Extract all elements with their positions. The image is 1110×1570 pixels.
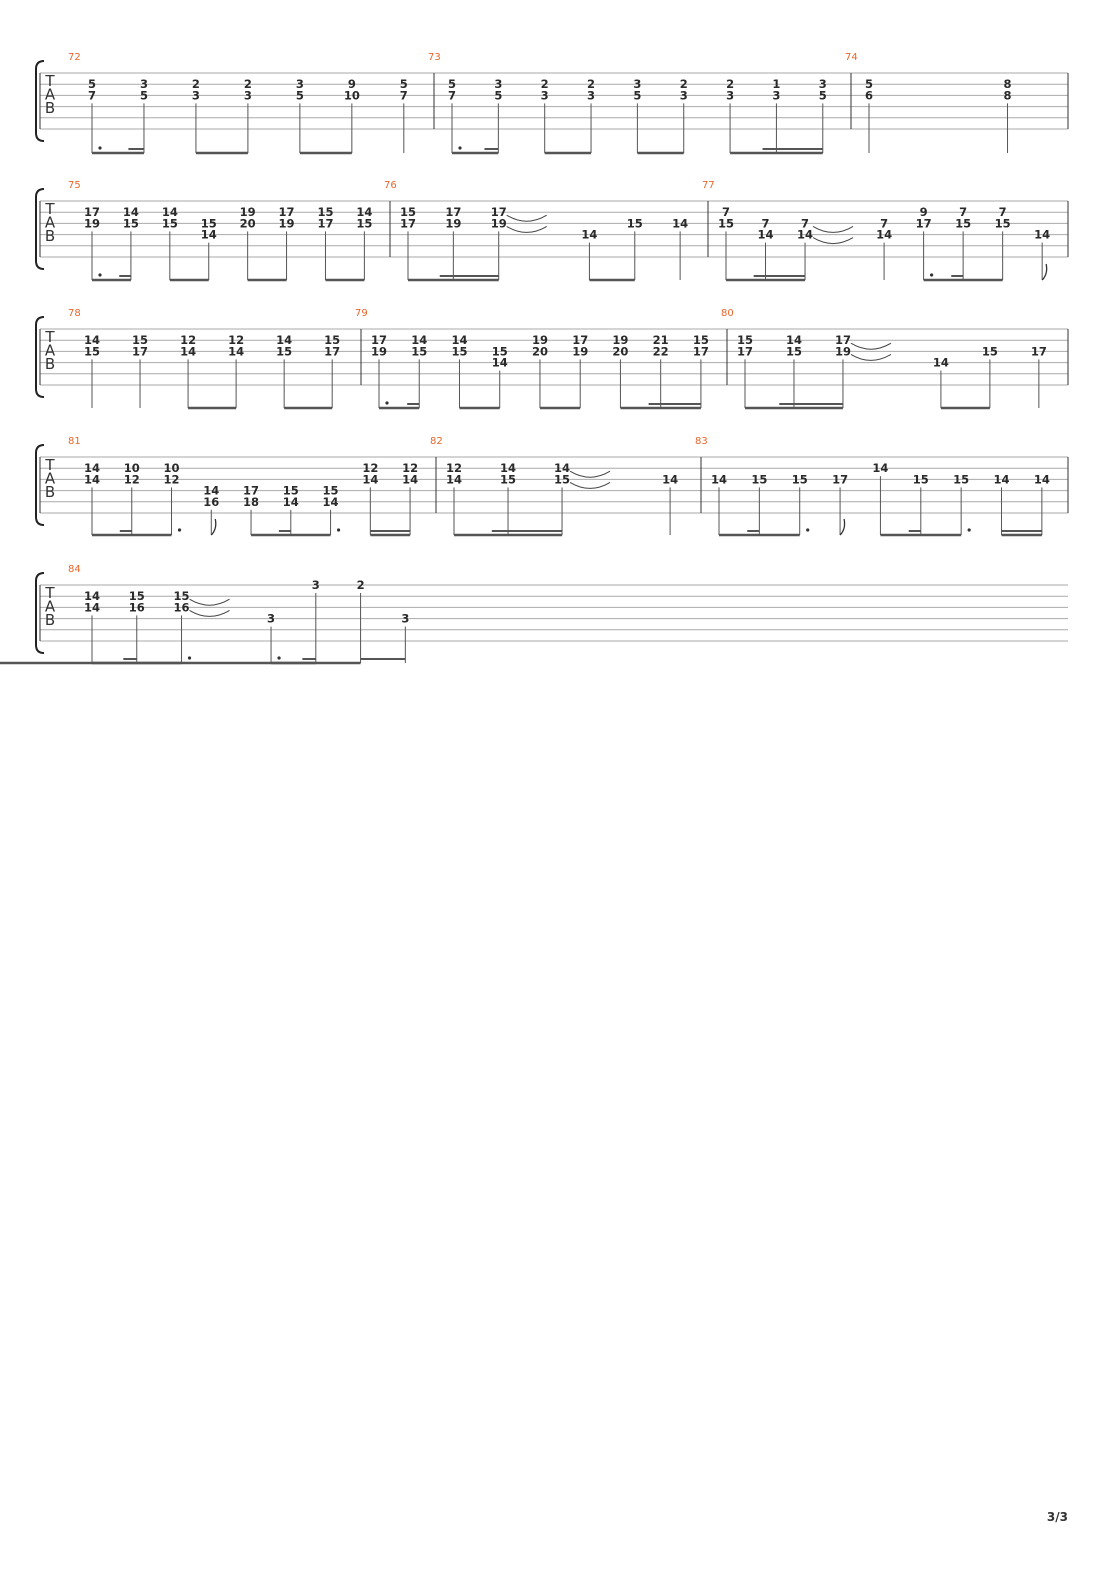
fret-number: 21 bbox=[652, 333, 669, 348]
fret-number: 12 bbox=[123, 472, 140, 487]
tab-clef-letter: A bbox=[44, 469, 56, 488]
measure-number: 79 bbox=[355, 308, 368, 319]
fret-number: 1 bbox=[772, 77, 781, 92]
fret-number: 14 bbox=[445, 472, 463, 487]
fret-number: 2 bbox=[243, 77, 252, 92]
fret-number: 5 bbox=[87, 77, 97, 92]
fret-number: 14 bbox=[161, 205, 178, 220]
fret-number: 14 bbox=[993, 472, 1010, 487]
tab-clef-letter: T bbox=[45, 72, 55, 90]
fret-number: 12 bbox=[163, 472, 180, 487]
fret-number: 20 bbox=[239, 216, 256, 231]
fret-number: 14 bbox=[672, 216, 689, 231]
tab-clef-letter: T bbox=[45, 328, 55, 346]
note-flag bbox=[1042, 264, 1047, 280]
fret-number: 14 bbox=[757, 227, 774, 242]
fret-number: 2 bbox=[726, 77, 735, 92]
fret-number: 5 bbox=[633, 88, 642, 103]
measure-number: 82 bbox=[430, 436, 443, 447]
fret-number: 14 bbox=[83, 600, 101, 615]
fret-number: 14 bbox=[228, 344, 245, 359]
tab-system bbox=[0, 564, 1068, 663]
fret-number: 15 bbox=[173, 589, 190, 604]
fret-number: 19 bbox=[834, 344, 851, 359]
fret-number: 7 bbox=[721, 205, 731, 220]
fret-number: 20 bbox=[612, 344, 629, 359]
fret-number: 7 bbox=[880, 216, 889, 231]
fret-number: 15 bbox=[692, 333, 709, 348]
measure-number: 77 bbox=[702, 180, 715, 191]
fret-number: 17 bbox=[572, 333, 589, 348]
fret-number: 14 bbox=[322, 494, 339, 509]
tab-clef-letter: A bbox=[44, 213, 56, 232]
dot bbox=[385, 401, 388, 404]
fret-number: 15 bbox=[200, 216, 217, 231]
tie-arc bbox=[570, 482, 610, 488]
fret-number: 16 bbox=[128, 600, 145, 615]
tab-clef-letter: T bbox=[45, 456, 55, 474]
fret-number: 14 bbox=[402, 472, 419, 487]
fret-number: 16 bbox=[173, 600, 190, 615]
tab-system bbox=[36, 52, 1068, 153]
fret-number: 15 bbox=[122, 216, 139, 231]
fret-number: 19 bbox=[572, 344, 589, 359]
fret-number: 3 bbox=[540, 88, 549, 103]
measure-number: 78 bbox=[68, 308, 81, 319]
tie-arc bbox=[190, 599, 230, 605]
tab-clef-letter: T bbox=[45, 584, 55, 602]
fret-number: 14 bbox=[122, 205, 139, 220]
fret-number: 20 bbox=[531, 344, 548, 359]
measure-number: 76 bbox=[384, 180, 397, 191]
fret-number: 5 bbox=[494, 88, 503, 103]
fret-number: 14 bbox=[203, 483, 220, 498]
dot bbox=[98, 273, 101, 276]
fret-number: 3 bbox=[295, 77, 304, 92]
dot bbox=[337, 528, 340, 531]
fret-number: 17 bbox=[278, 205, 295, 220]
fret-number: 7 bbox=[998, 205, 1007, 220]
fret-number: 15 bbox=[500, 472, 517, 487]
fret-number: 14 bbox=[554, 461, 571, 476]
fret-number: 14 bbox=[411, 333, 428, 348]
fret-number: 3 bbox=[726, 88, 735, 103]
fret-number: 15 bbox=[317, 205, 334, 220]
fret-number: 19 bbox=[370, 344, 388, 359]
fret-number: 2 bbox=[587, 77, 596, 92]
fret-number: 5 bbox=[447, 77, 457, 92]
tie-arc bbox=[507, 215, 547, 221]
fret-number: 3 bbox=[243, 88, 252, 103]
tab-clef-letter: A bbox=[44, 85, 56, 104]
measure-number: 80 bbox=[721, 308, 734, 319]
dot bbox=[98, 146, 101, 149]
fret-number: 3 bbox=[139, 77, 148, 92]
dot bbox=[930, 273, 933, 276]
measure-number: 72 bbox=[68, 52, 81, 63]
dot bbox=[806, 528, 809, 531]
fret-number: 15 bbox=[83, 344, 101, 359]
fret-number: 17 bbox=[399, 216, 417, 231]
fret-number: 12 bbox=[445, 461, 463, 476]
fret-number: 15 bbox=[399, 205, 417, 220]
fret-number: 12 bbox=[402, 461, 419, 476]
fret-number: 3 bbox=[494, 77, 503, 92]
fret-number: 2 bbox=[191, 77, 200, 92]
fret-number: 17 bbox=[243, 483, 260, 498]
fret-number: 14 bbox=[876, 227, 893, 242]
fret-number: 22 bbox=[652, 344, 669, 359]
fret-number: 8 bbox=[1003, 88, 1012, 103]
fret-number: 14 bbox=[83, 461, 101, 476]
fret-number: 14 bbox=[500, 461, 517, 476]
tab-clef-letter: T bbox=[45, 200, 55, 218]
tab-clef-letter: A bbox=[44, 341, 56, 360]
fret-number: 5 bbox=[295, 88, 304, 103]
fret-number: 14 bbox=[581, 227, 598, 242]
fret-number: 15 bbox=[282, 483, 299, 498]
fret-number: 5 bbox=[139, 88, 148, 103]
measure-number: 81 bbox=[68, 436, 81, 447]
fret-number: 16 bbox=[203, 494, 220, 509]
fret-number: 17 bbox=[83, 205, 101, 220]
fret-number: 12 bbox=[180, 333, 197, 348]
fret-number: 15 bbox=[132, 333, 149, 348]
fret-number: 3 bbox=[401, 611, 410, 626]
fret-number: 2 bbox=[540, 77, 549, 92]
fret-number: 14 bbox=[1033, 472, 1050, 487]
tab-clef-letter: A bbox=[44, 597, 56, 616]
fret-number: 15 bbox=[356, 216, 373, 231]
fret-number: 3 bbox=[679, 88, 688, 103]
fret-number: 14 bbox=[276, 333, 293, 348]
note-flag bbox=[840, 519, 845, 535]
fret-number: 14 bbox=[83, 472, 101, 487]
tab-system bbox=[36, 436, 1068, 535]
tie-arc bbox=[813, 238, 853, 244]
fret-number: 6 bbox=[864, 88, 874, 103]
fret-number: 2 bbox=[356, 578, 365, 592]
tie-arc bbox=[570, 471, 610, 477]
fret-number: 14 bbox=[356, 205, 373, 220]
fret-number: 12 bbox=[362, 461, 379, 476]
fret-number: 15 bbox=[785, 344, 802, 359]
fret-number: 14 bbox=[872, 461, 889, 476]
fret-number: 19 bbox=[612, 333, 629, 348]
fret-number: 17 bbox=[915, 216, 932, 231]
fret-number: 17 bbox=[736, 344, 754, 359]
fret-number: 14 bbox=[83, 333, 101, 348]
fret-number: 14 bbox=[362, 472, 379, 487]
note-flag bbox=[211, 519, 216, 535]
fret-number: 14 bbox=[83, 589, 101, 604]
fret-number: 14 bbox=[491, 355, 508, 370]
measure-number: 73 bbox=[428, 52, 441, 63]
measure-number: 83 bbox=[695, 436, 708, 447]
tie-arc bbox=[851, 354, 891, 360]
tab-system bbox=[36, 308, 1068, 408]
fret-number: 14 bbox=[662, 472, 679, 487]
tab-system bbox=[36, 180, 1068, 280]
tie-arc bbox=[190, 610, 230, 616]
tie-arc bbox=[813, 226, 853, 232]
fret-number: 3 bbox=[191, 88, 200, 103]
fret-number: 5 bbox=[399, 77, 408, 92]
fret-number: 15 bbox=[981, 344, 998, 359]
fret-number: 17 bbox=[445, 205, 462, 220]
fret-number: 15 bbox=[953, 472, 970, 487]
fret-number: 14 bbox=[932, 355, 949, 370]
fret-number: 15 bbox=[491, 344, 508, 359]
fret-number: 15 bbox=[994, 216, 1011, 231]
fret-number: 17 bbox=[834, 333, 851, 348]
fret-number: 17 bbox=[1030, 344, 1047, 359]
measure-number: 84 bbox=[68, 564, 81, 575]
fret-number: 14 bbox=[797, 227, 814, 242]
fret-number: 8 bbox=[1003, 77, 1012, 92]
fret-number: 15 bbox=[276, 344, 293, 359]
fret-number: 17 bbox=[324, 344, 341, 359]
fret-number: 18 bbox=[243, 494, 260, 509]
fret-number: 17 bbox=[490, 205, 507, 220]
fret-number: 2 bbox=[679, 77, 688, 92]
dot bbox=[178, 528, 181, 531]
fret-number: 3 bbox=[772, 88, 781, 103]
dot bbox=[188, 656, 191, 659]
fret-number: 9 bbox=[919, 205, 928, 220]
fret-number: 15 bbox=[736, 333, 754, 348]
tab-clef-letter: B bbox=[44, 99, 56, 117]
fret-number: 15 bbox=[751, 472, 768, 487]
fret-number: 12 bbox=[228, 333, 245, 348]
fret-number: 19 bbox=[490, 216, 507, 231]
tab-clef-letter: B bbox=[44, 483, 56, 501]
fret-number: 15 bbox=[791, 472, 808, 487]
fret-number: 15 bbox=[451, 344, 468, 359]
fret-number: 3 bbox=[818, 77, 827, 92]
fret-number: 15 bbox=[955, 216, 972, 231]
tab-clef-letter: B bbox=[44, 611, 56, 629]
fret-number: 14 bbox=[785, 333, 802, 348]
tie-arc bbox=[507, 226, 547, 232]
fret-number: 15 bbox=[161, 216, 178, 231]
fret-number: 14 bbox=[451, 333, 468, 348]
fret-number: 9 bbox=[347, 77, 356, 92]
fret-number: 14 bbox=[200, 227, 217, 242]
fret-number: 15 bbox=[626, 216, 643, 231]
fret-number: 19 bbox=[239, 205, 256, 220]
tab-clef-letter: B bbox=[44, 355, 56, 373]
fret-number: 7 bbox=[761, 216, 770, 231]
fret-number: 17 bbox=[132, 344, 149, 359]
tie-arc bbox=[851, 343, 891, 349]
fret-number: 7 bbox=[447, 88, 457, 103]
fret-number: 3 bbox=[633, 77, 642, 92]
fret-number: 14 bbox=[710, 472, 728, 487]
fret-number: 15 bbox=[324, 333, 341, 348]
fret-number: 7 bbox=[87, 88, 97, 103]
fret-number: 14 bbox=[1034, 227, 1051, 242]
fret-number: 17 bbox=[317, 216, 334, 231]
dot bbox=[968, 528, 971, 531]
fret-number: 15 bbox=[411, 344, 428, 359]
page-number: 3/3 bbox=[1046, 1510, 1068, 1524]
fret-number: 14 bbox=[180, 344, 197, 359]
fret-number: 17 bbox=[370, 333, 388, 348]
fret-number: 19 bbox=[531, 333, 548, 348]
fret-number: 17 bbox=[832, 472, 849, 487]
fret-number: 14 bbox=[282, 494, 299, 509]
fret-number: 15 bbox=[554, 472, 571, 487]
dot bbox=[458, 146, 461, 149]
fret-number: 10 bbox=[343, 88, 360, 103]
dot bbox=[277, 656, 280, 659]
fret-number: 7 bbox=[959, 205, 968, 220]
fret-number: 15 bbox=[128, 589, 145, 604]
fret-number: 10 bbox=[163, 461, 180, 476]
fret-number: 7 bbox=[399, 88, 408, 103]
fret-number: 15 bbox=[717, 216, 735, 231]
fret-number: 19 bbox=[83, 216, 101, 231]
fret-number: 10 bbox=[123, 461, 140, 476]
fret-number: 7 bbox=[801, 216, 810, 231]
fret-number: 19 bbox=[278, 216, 295, 231]
fret-number: 3 bbox=[587, 88, 596, 103]
fret-number: 15 bbox=[912, 472, 929, 487]
fret-number: 5 bbox=[818, 88, 827, 103]
fret-number: 3 bbox=[311, 578, 320, 592]
fret-number: 3 bbox=[267, 611, 276, 626]
measure-number: 74 bbox=[845, 52, 858, 63]
fret-number: 19 bbox=[445, 216, 462, 231]
fret-number: 5 bbox=[864, 77, 874, 92]
measure-number: 75 bbox=[68, 180, 81, 191]
tab-clef-letter: B bbox=[44, 227, 56, 245]
fret-number: 15 bbox=[322, 483, 339, 498]
fret-number: 17 bbox=[692, 344, 709, 359]
